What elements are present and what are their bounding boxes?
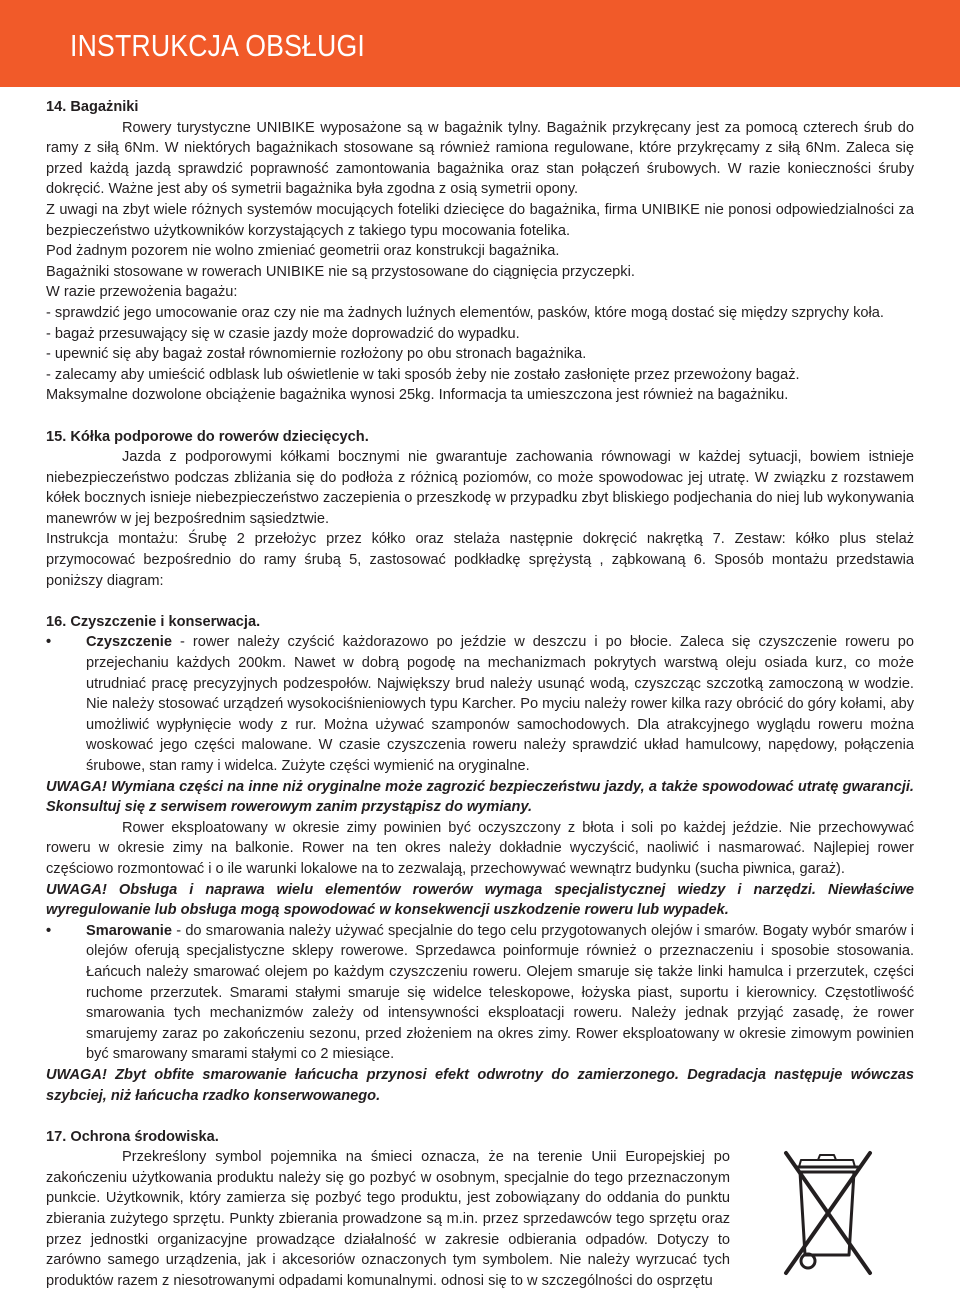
bullet-symbol: • (46, 634, 52, 651)
section-heading: 15. Kółka podporowe do rowerów dziecięcych. (46, 428, 369, 445)
paragraph: Bagażniki stosowane w rowerach UNIBIKE nie są przystosowane do ciągnięcia przyczepki. (46, 263, 635, 280)
section-heading: 17. Ochrona środowiska. (46, 1128, 219, 1145)
crossed-out-wheelie-bin-icon (742, 1127, 912, 1292)
warning-note: UWAGA! Zbyt obfite smarowanie łańcucha przynosi efekt odwrotny do zamierzonego. Degradacja następuje wówczas szybciej, niż łańcucha rzadko konserwowanego. (46, 1066, 914, 1104)
page-header-bar (0, 0, 960, 87)
section-environment (46, 1127, 914, 1292)
paragraph: Rowery turystyczne UNIBIKE wyposażone są w bagażnik tylny. Bagażnik przykręcany jest za pomocą czterech śrub do ramy z siłą 6Nm. W niektórych bagażnikach stosowane są również ramiona regulowane, które przykręcamy z siłą 6Nm. Zaleca się przed każdą jazdą sprawdzić poprawność zamontowania bagażnika oraz stan połączeń śrubowych. W razie konieczności śruby dokręcić. Ważne jest aby oś symetrii bagażnika była zgodna z osią symetrii opony. (46, 119, 914, 198)
paragraph: Rower eksploatowany w okresie zimy powinien być oczyszczony z błota i soli po każdej jeździe. Nie przechowywać roweru w okresie zimy na balkonie. Rower na ten okres należy dokładnie wyczyścić, naoliwić i nasmarować. Najlepiej rower częściowo rozmontować i o ile warunki lokalowe na to zezwalają, przechowywać wewnątrz budynku (sucha piwnica, garaż). (46, 819, 914, 877)
manual-content (46, 97, 914, 1291)
section-heading: 14. Bagażniki (46, 99, 139, 115)
list-item: - upewnić się aby bagaż został równomiernie rozłożony po obu stronach bagażnika. (46, 346, 587, 363)
section-luggage-racks (46, 97, 914, 406)
paragraph: W razie przewożenia bagażu: (46, 284, 238, 301)
bullet-lubrication (46, 921, 914, 1065)
list-item: - zalecamy aby umieścić odblask lub oświetlenie w taki sposób żeby nie zostało zasłonięte przez przewożony bagaż. (46, 366, 800, 383)
section-heading: 16. Czyszczenie i konserwacja. (46, 613, 261, 630)
bullet-symbol: • (46, 922, 52, 939)
bullet-text: - do smarowania należy używać specjalnie do tego celu przygotowanych olejów i smarów. Bogaty wybór smarów i olejów oferują specjalistyczne sklepy rowerowe. Sprzedawca poinformuje również o przeznaczeniu i sposobie stosowania. Łańcuch należy smarować olejem po każdym czyszczeniu roweru. Olejem smaruje się także linki hamulca i przerzutek, części ruchome przerzutek. Smarami stałymi smaruje się widelce teleskopowe, łożyska piast, suportu i kierownicy. Częstotliwość smarowania tych mechanizmów zależy od intensywności eksploatacji roweru. Należy jednak przyjąć zasadę, że rower smarujemy zaraz po zakończeniu sezonu, przed złożeniem na okres zimy. Rower eksploatowany w okresie zimowym powinien być smarowany smarami stałymi co 2 miesiące. (86, 922, 914, 1063)
list-item: - sprawdzić jego umocowanie oraz czy nie ma żadnych luźnych elementów, pasków, które mogą dostać się między szprychy koła. (46, 304, 884, 321)
paragraph: Z uwagi na zbyt wiele różnych systemów mocujących foteliki dziecięce do bagażnika, firma UNIBIKE nie ponosi odpowiedzialności za bezpieczeństwo użytkowników korzystających z takiego typu mocowania fotelika. (46, 201, 914, 239)
paragraph: Jazda z podporowymi kółkami bocznymi nie gwarantuje zachowania równowagi w każdej sytuacji, bowiem istnieje niebezpieczeństwo podczas zbliżania się do podłoża z różnicą poziomów, co może spowodowac jej utratę. W związku z rozstawem kółek bocznych isnieje niebezpieczeństwo zaczepienia o przeszkodę w przypadku zbyt bliskiego podjechania do niej lub wykonywania manewrów w jej bezpośrednim sąsiedztwie. (46, 449, 914, 527)
paragraph: Maksymalne dozwolone obciążenie bagażnika wynosi 25kg. Informacja ta umieszczona jest również na bagażniku. (46, 387, 789, 404)
list-item: - bagaż przesuwający się w czasie jazdy może doprowadzić do wypadku. (46, 325, 520, 342)
bullet-text: - rower należy czyścić każdorazowo po jeździe w deszczu i po błocie. Zaleca się czyszczenie roweru po przejechaniu każdych 200km. Nawet w dobrą pogodę na mechanizmach pokrytych warstwą oleju osiada kurz, co może utrudniać pracę precyzyjnych podzespołów. Największy brud należy usunąć wodą, czyszcząc szczotką zamoczoną w wodzie. Nie należy stosować urządzeń wysokociśnieniowych typu Karcher. Po myciu należy rower kilka razy obrócić do góry kołami, aby umożliwić wypłynięcie wody z rur. Można używać szamponów samochodowych. Dla atrakcyjnego wyglądu roweru można woskować jego części malowane. W czasie czyszczenia roweru należy sprawdzić układ hamulcowy, napędowy, połączenia śrubowe, stan ramy i widelca. Zużyte części wymienić na oryginalne. (86, 634, 914, 774)
paragraph: Przekreślony symbol pojemnika na śmieci oznacza, że na terenie Unii Europejskiej po zakończeniu użytkowania produktu należy się go pozbyć w osobnym, specjalnie do tego przeznaczonym punkcie. Użytkownik, który zamierza się pozbyć tego produktu, jest zobowiązany do oddania do punktu zbierania zużytego sprzętu. Punkty zbierania prowadzone są m.in. przez sprzedawców tego sprzętu oraz przez jednostki organizacyjne prowadzące działalność w zakresie odbierania odpadów. Dotyczy to zarówno samego urządzenia, jak i akcesoriów oznaczonych tym symbolem. Nie należy wyrzucać tych produktów razem z niesotrowanymi odpadami komunalnymi. odnosi się to w szczególności do osprzętu (46, 1149, 730, 1289)
paragraph: Instrukcja montażu: Śrubę 2 przełożyc przez kółko oraz stelaża następnie dokręcić nakrętką 7. Zestaw: kółko plus stelaż przymocować bezpośrednio do ramy śrubą 5, zastosować podkładkę sprężystą , ząbkowaną 6. Sposób montażu przedstawia poniższy diagram: (46, 531, 914, 589)
page-title: INSTRUKCJA OBSŁUGI (70, 28, 365, 63)
bullet-cleaning (46, 632, 914, 776)
warning-note: UWAGA! Obsługa i naprawa wielu elementów rowerów wymaga specjalistycznej wiedzy i narzędzi. Niewłaściwe wyregulowanie lub obsługa mogą spowodować w konsekwencji uszkodzenie roweru lub wypadek. (46, 881, 914, 919)
section-cleaning-maintenance (46, 612, 914, 1106)
section-training-wheels (46, 427, 914, 592)
bullet-term: Smarowanie (86, 922, 172, 939)
warning-note: UWAGA! Wymiana części na inne niż oryginalne może zagrozić bezpieczeństwu jazdy, a także spowodować utratę gwarancji. Skonsultuj się z serwisem rowerowym zanim przystąpisz do wymiany. (46, 778, 914, 816)
bullet-term: Czyszczenie (86, 634, 172, 651)
paragraph: Pod żadnym pozorem nie wolno zmieniać geometrii oraz konstrukcji bagażnika. (46, 243, 560, 260)
